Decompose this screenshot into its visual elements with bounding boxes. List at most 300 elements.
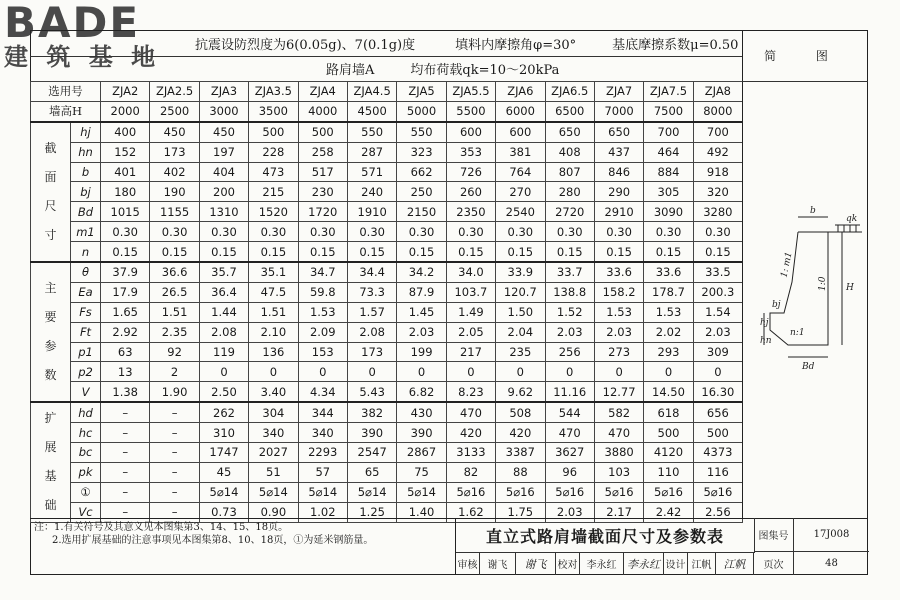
value-cell: 0 <box>644 362 693 382</box>
value-cell: 110 <box>644 462 693 482</box>
model-cell: ZJA5.5 <box>446 82 495 102</box>
value-cell: 0.30 <box>693 222 742 242</box>
table-row <box>31 142 743 162</box>
value-cell: 96 <box>545 462 594 482</box>
height-cell: 4000 <box>298 101 347 121</box>
value-cell: 420 <box>496 423 545 443</box>
value-cell: 464 <box>644 142 693 162</box>
value-cell: 1.75 <box>496 502 545 522</box>
value-cell: – <box>150 462 199 482</box>
value-cell: 138.8 <box>545 282 594 302</box>
table-row <box>31 222 743 242</box>
symbol-cell: hj <box>71 122 101 142</box>
value-cell: 87.9 <box>397 282 446 302</box>
diagram-label-hj: hj <box>760 318 769 328</box>
wall-type: 路肩墙A <box>326 63 375 78</box>
value-cell: 1.02 <box>298 502 347 522</box>
height-label: 墙高H <box>31 101 101 121</box>
model-cell: ZJA5 <box>397 82 446 102</box>
value-cell: 0.15 <box>594 242 643 262</box>
symbol-cell: hd <box>71 402 101 422</box>
value-cell: 0.15 <box>298 242 347 262</box>
value-cell: 726 <box>446 162 495 182</box>
symbol-cell: bc <box>71 443 101 463</box>
value-cell: 256 <box>545 342 594 362</box>
friction-angle: 填料内摩擦角φ=30° <box>455 37 577 53</box>
value-cell: 153 <box>298 342 347 362</box>
value-cell: 1.50 <box>496 302 545 322</box>
value-cell: 0.15 <box>496 242 545 262</box>
value-cell: 2.10 <box>249 322 298 342</box>
value-cell: 217 <box>446 342 495 362</box>
value-cell: 1155 <box>150 202 199 222</box>
value-cell: 1015 <box>101 202 150 222</box>
value-cell: – <box>101 402 150 422</box>
group-label-char: 展 <box>44 440 57 455</box>
symbol-cell: n <box>71 242 101 262</box>
value-cell: 420 <box>446 423 495 443</box>
value-cell: 0 <box>397 362 446 382</box>
height-cell: 5500 <box>446 101 495 121</box>
value-cell: 258 <box>298 142 347 162</box>
value-cell: 473 <box>249 162 298 182</box>
value-cell: 401 <box>101 162 150 182</box>
symbol-cell: Bd <box>71 202 101 222</box>
value-cell: 2.42 <box>644 502 693 522</box>
value-cell: 5⌀14 <box>298 482 347 502</box>
value-cell: 1.25 <box>347 502 396 522</box>
value-cell: 280 <box>545 182 594 202</box>
group-label-char: 参 <box>44 339 57 354</box>
group-label <box>31 262 71 402</box>
value-cell: 5⌀16 <box>594 482 643 502</box>
value-cell: 0 <box>545 362 594 382</box>
height-cell: 2000 <box>101 101 150 121</box>
height-cell: 7000 <box>594 101 643 121</box>
parameter-table <box>30 81 743 523</box>
value-cell: 200.3 <box>693 282 742 302</box>
logo-latin: BADE <box>4 0 141 47</box>
value-cell: – <box>101 482 150 502</box>
diagram-label-H: H <box>846 283 854 293</box>
value-cell: 116 <box>693 462 742 482</box>
height-cell: 2500 <box>150 101 199 121</box>
value-cell: 2 <box>150 362 199 382</box>
value-cell: 6.82 <box>397 382 446 402</box>
value-cell: 36.6 <box>150 262 199 282</box>
table-row <box>31 322 743 342</box>
value-cell: 2350 <box>446 202 495 222</box>
value-cell: 2.08 <box>199 322 248 342</box>
table-row <box>31 282 743 302</box>
value-cell: 662 <box>397 162 446 182</box>
value-cell: 340 <box>298 423 347 443</box>
diagram-title: 简 图 <box>742 30 868 82</box>
height-row <box>31 101 743 121</box>
value-cell: 390 <box>397 423 446 443</box>
value-cell: 16.30 <box>693 382 742 402</box>
value-cell: 173 <box>150 142 199 162</box>
value-cell: 1.44 <box>199 302 248 322</box>
value-cell: 250 <box>397 182 446 202</box>
value-cell: 0.30 <box>150 222 199 242</box>
value-cell: 320 <box>693 182 742 202</box>
table-row <box>31 362 743 382</box>
model-cell: ZJA2 <box>101 82 150 102</box>
symbol-cell: θ <box>71 262 101 282</box>
value-cell: 5⌀14 <box>199 482 248 502</box>
value-cell: 517 <box>298 162 347 182</box>
value-cell: 262 <box>199 402 248 422</box>
value-cell: 700 <box>644 122 693 142</box>
symbol-cell: Ea <box>71 282 101 302</box>
value-cell: 190 <box>150 182 199 202</box>
drawing-title: 直立式路肩墙截面尺寸及参数表 <box>456 518 755 553</box>
model-cell: ZJA6 <box>496 82 545 102</box>
value-cell: 381 <box>496 142 545 162</box>
value-cell: 3.40 <box>249 382 298 402</box>
value-cell: 1747 <box>199 443 248 463</box>
value-cell: 5⌀16 <box>496 482 545 502</box>
value-cell: 57 <box>298 462 347 482</box>
value-cell: 0.15 <box>446 242 495 262</box>
value-cell: 178.7 <box>644 282 693 302</box>
value-cell: 59.8 <box>298 282 347 302</box>
value-cell: 0.15 <box>347 242 396 262</box>
height-cell: 4500 <box>347 101 396 121</box>
table-row <box>31 182 743 202</box>
value-cell: 2293 <box>298 443 347 463</box>
value-cell: 470 <box>446 402 495 422</box>
note-2: 2.选用扩展基础的注意事项见本图集第8、10、18页，①为延米钢筋量。 <box>52 535 374 546</box>
value-cell: 1.53 <box>298 302 347 322</box>
value-cell: 3090 <box>644 202 693 222</box>
value-cell: 0.73 <box>199 502 248 522</box>
group-label-char: 要 <box>44 310 57 325</box>
value-cell: 33.9 <box>496 262 545 282</box>
symbol-cell: ① <box>71 482 101 502</box>
value-cell: 1.51 <box>249 302 298 322</box>
value-cell: 1.51 <box>150 302 199 322</box>
value-cell: 4.34 <box>298 382 347 402</box>
value-cell: 2910 <box>594 202 643 222</box>
value-cell: 37.9 <box>101 262 150 282</box>
value-cell: 5⌀14 <box>397 482 446 502</box>
value-cell: 0 <box>199 362 248 382</box>
header-conditions <box>30 30 742 57</box>
symbol-cell: hn <box>71 142 101 162</box>
value-cell: 34.0 <box>446 262 495 282</box>
value-cell: 197 <box>199 142 248 162</box>
value-cell: 764 <box>496 162 545 182</box>
value-cell: 73.3 <box>347 282 396 302</box>
symbol-cell: Fs <box>71 302 101 322</box>
value-cell: – <box>150 502 199 522</box>
value-cell: 5⌀14 <box>347 482 396 502</box>
value-cell: 2.17 <box>594 502 643 522</box>
table-row <box>31 342 743 362</box>
value-cell: 500 <box>298 122 347 142</box>
value-cell: 2720 <box>545 202 594 222</box>
value-cell: 0.30 <box>397 222 446 242</box>
value-cell: 47.5 <box>249 282 298 302</box>
model-cell: ZJA2.5 <box>150 82 199 102</box>
designer-signature: 江帆 <box>716 552 754 575</box>
value-cell: 63 <box>101 342 150 362</box>
value-cell: 5⌀16 <box>693 482 742 502</box>
model-cell: ZJA3.5 <box>249 82 298 102</box>
value-cell: 34.2 <box>397 262 446 282</box>
table-row <box>31 423 743 443</box>
value-cell: 450 <box>150 122 199 142</box>
value-cell: 152 <box>101 142 150 162</box>
value-cell: 120.7 <box>496 282 545 302</box>
value-cell: 45 <box>199 462 248 482</box>
table-row <box>31 443 743 463</box>
designer-name: 江帆 <box>688 552 716 575</box>
value-cell: 92 <box>150 342 199 362</box>
value-cell: 400 <box>101 122 150 142</box>
value-cell: 0.30 <box>101 222 150 242</box>
value-cell: 9.62 <box>496 382 545 402</box>
value-cell: 0.15 <box>545 242 594 262</box>
model-cell: ZJA4.5 <box>347 82 396 102</box>
value-cell: 33.5 <box>693 262 742 282</box>
note-1: 注：1.有关符号及其意义见本图集第3、14、15、18页。 <box>34 522 289 533</box>
checker-signature: 李永红 <box>624 552 664 575</box>
value-cell: – <box>101 502 150 522</box>
diagram-label-bj: bj <box>772 300 781 310</box>
value-cell: 656 <box>693 402 742 422</box>
value-cell: 34.7 <box>298 262 347 282</box>
value-cell: 0.30 <box>347 222 396 242</box>
value-cell: 2.56 <box>693 502 742 522</box>
group-label-char: 础 <box>44 498 57 513</box>
value-cell: 0 <box>693 362 742 382</box>
value-cell: 470 <box>545 423 594 443</box>
value-cell: 918 <box>693 162 742 182</box>
value-cell: 1.54 <box>693 302 742 322</box>
value-cell: 4373 <box>693 443 742 463</box>
value-cell: 5.43 <box>347 382 396 402</box>
notes <box>34 521 454 547</box>
value-cell: 2.08 <box>347 322 396 342</box>
diagram-label-m1: 1: m1 <box>779 251 795 279</box>
value-cell: 0 <box>594 362 643 382</box>
logo-chinese: 建 筑 基 地 <box>4 43 161 71</box>
value-cell: 550 <box>347 122 396 142</box>
value-cell: 3280 <box>693 202 742 222</box>
value-cell: 884 <box>644 162 693 182</box>
value-cell: 470 <box>594 423 643 443</box>
value-cell: – <box>150 423 199 443</box>
value-cell: 0.90 <box>249 502 298 522</box>
value-cell: 650 <box>545 122 594 142</box>
value-cell: 0 <box>249 362 298 382</box>
diagram-label-b: b <box>810 206 816 216</box>
value-cell: 544 <box>545 402 594 422</box>
value-cell: 2.05 <box>446 322 495 342</box>
title-block <box>455 518 869 575</box>
value-cell: 3387 <box>496 443 545 463</box>
value-cell: 600 <box>496 122 545 142</box>
symbol-cell: p1 <box>71 342 101 362</box>
value-cell: 103 <box>594 462 643 482</box>
value-cell: 273 <box>594 342 643 362</box>
value-cell: 492 <box>693 142 742 162</box>
group-label-char: 数 <box>44 368 57 383</box>
value-cell: 2.03 <box>545 502 594 522</box>
value-cell: 500 <box>249 122 298 142</box>
value-cell: 36.4 <box>199 282 248 302</box>
base-friction: 基底摩擦系数μ=0.50 <box>612 37 739 53</box>
value-cell: 5⌀16 <box>446 482 495 502</box>
symbol-cell: Vc <box>71 502 101 522</box>
value-cell: 270 <box>496 182 545 202</box>
height-cell: 3500 <box>249 101 298 121</box>
value-cell: 807 <box>545 162 594 182</box>
value-cell: 260 <box>446 182 495 202</box>
value-cell: – <box>150 482 199 502</box>
value-cell: 582 <box>594 402 643 422</box>
value-cell: 14.50 <box>644 382 693 402</box>
symbol-cell: m1 <box>71 222 101 242</box>
model-cell: ZJA8 <box>693 82 742 102</box>
group-label-char: 主 <box>44 281 57 296</box>
table-row <box>31 262 743 282</box>
value-cell: 3880 <box>594 443 643 463</box>
value-cell: 228 <box>249 142 298 162</box>
value-cell: 390 <box>347 423 396 443</box>
group-label-char: 寸 <box>44 227 57 242</box>
value-cell: 2.92 <box>101 322 150 342</box>
symbol-cell: V <box>71 382 101 402</box>
value-cell: 119 <box>199 342 248 362</box>
wall-section-diagram <box>760 195 866 375</box>
value-cell: 0 <box>347 362 396 382</box>
value-cell: 3133 <box>446 443 495 463</box>
review-label: 审核 <box>456 552 480 575</box>
value-cell: 1310 <box>199 202 248 222</box>
diagram-label-ratio: 1:0 <box>818 276 828 291</box>
value-cell: 33.7 <box>545 262 594 282</box>
symbol-cell: bj <box>71 182 101 202</box>
value-cell: 404 <box>199 162 248 182</box>
value-cell: 1.53 <box>644 302 693 322</box>
value-cell: 200 <box>199 182 248 202</box>
value-cell: 2.03 <box>545 322 594 342</box>
value-cell: 0.15 <box>693 242 742 262</box>
value-cell: 26.5 <box>150 282 199 302</box>
value-cell: 0.15 <box>199 242 248 262</box>
model-cell: ZJA4 <box>298 82 347 102</box>
model-row <box>31 82 743 102</box>
value-cell: 650 <box>594 122 643 142</box>
value-cell: 430 <box>397 402 446 422</box>
value-cell: 8.23 <box>446 382 495 402</box>
symbol-cell: b <box>71 162 101 182</box>
value-cell: 1.52 <box>545 302 594 322</box>
table-row <box>31 162 743 182</box>
value-cell: 13 <box>101 362 150 382</box>
value-cell: 17.9 <box>101 282 150 302</box>
height-cell: 8000 <box>693 101 742 121</box>
table-row <box>31 122 743 142</box>
group-label-char: 面 <box>44 169 57 184</box>
height-cell: 3000 <box>199 101 248 121</box>
model-cell: ZJA7.5 <box>644 82 693 102</box>
value-cell: 0.30 <box>496 222 545 242</box>
atlas-number: 17J008 <box>794 518 869 552</box>
value-cell: 2.03 <box>594 322 643 342</box>
value-cell: 1.65 <box>101 302 150 322</box>
model-cell: ZJA6.5 <box>545 82 594 102</box>
table-row <box>31 402 743 422</box>
value-cell: 0.30 <box>594 222 643 242</box>
value-cell: 5⌀16 <box>545 482 594 502</box>
symbol-cell: Ft <box>71 322 101 342</box>
value-cell: 0.30 <box>545 222 594 242</box>
value-cell: 82 <box>446 462 495 482</box>
value-cell: 0.15 <box>101 242 150 262</box>
value-cell: 408 <box>545 142 594 162</box>
value-cell: 571 <box>347 162 396 182</box>
value-cell: 287 <box>347 142 396 162</box>
value-cell: 0 <box>446 362 495 382</box>
value-cell: 304 <box>249 402 298 422</box>
value-cell: 3627 <box>545 443 594 463</box>
symbol-cell: pk <box>71 462 101 482</box>
value-cell: 34.4 <box>347 262 396 282</box>
height-cell: 7500 <box>644 101 693 121</box>
value-cell: 158.2 <box>594 282 643 302</box>
check-label: 校对 <box>556 552 580 575</box>
model-label: 选用号 <box>31 82 101 102</box>
value-cell: 353 <box>446 142 495 162</box>
value-cell: 136 <box>249 342 298 362</box>
value-cell: 2027 <box>249 443 298 463</box>
atlas-label: 图集号 <box>754 518 794 552</box>
value-cell: 450 <box>199 122 248 142</box>
value-cell: 1.40 <box>397 502 446 522</box>
value-cell: 2.50 <box>199 382 248 402</box>
value-cell: 2.04 <box>496 322 545 342</box>
group-label <box>31 402 71 522</box>
value-cell: – <box>150 443 199 463</box>
value-cell: 4120 <box>644 443 693 463</box>
value-cell: 0.15 <box>150 242 199 262</box>
value-cell: 437 <box>594 142 643 162</box>
group-label <box>31 122 71 262</box>
value-cell: 0.30 <box>199 222 248 242</box>
table-row <box>31 202 743 222</box>
column-divider <box>742 30 743 518</box>
value-cell: 293 <box>644 342 693 362</box>
table-row <box>31 242 743 262</box>
value-cell: 2.03 <box>397 322 446 342</box>
group-label-char: 基 <box>44 469 57 484</box>
group-label-char: 截 <box>44 140 57 155</box>
value-cell: 230 <box>298 182 347 202</box>
value-cell: 500 <box>644 423 693 443</box>
page-label: 页次 <box>754 552 794 575</box>
value-cell: 35.7 <box>199 262 248 282</box>
value-cell: 1.49 <box>446 302 495 322</box>
value-cell: 1.62 <box>446 502 495 522</box>
value-cell: 550 <box>397 122 446 142</box>
value-cell: 51 <box>249 462 298 482</box>
value-cell: 173 <box>347 342 396 362</box>
